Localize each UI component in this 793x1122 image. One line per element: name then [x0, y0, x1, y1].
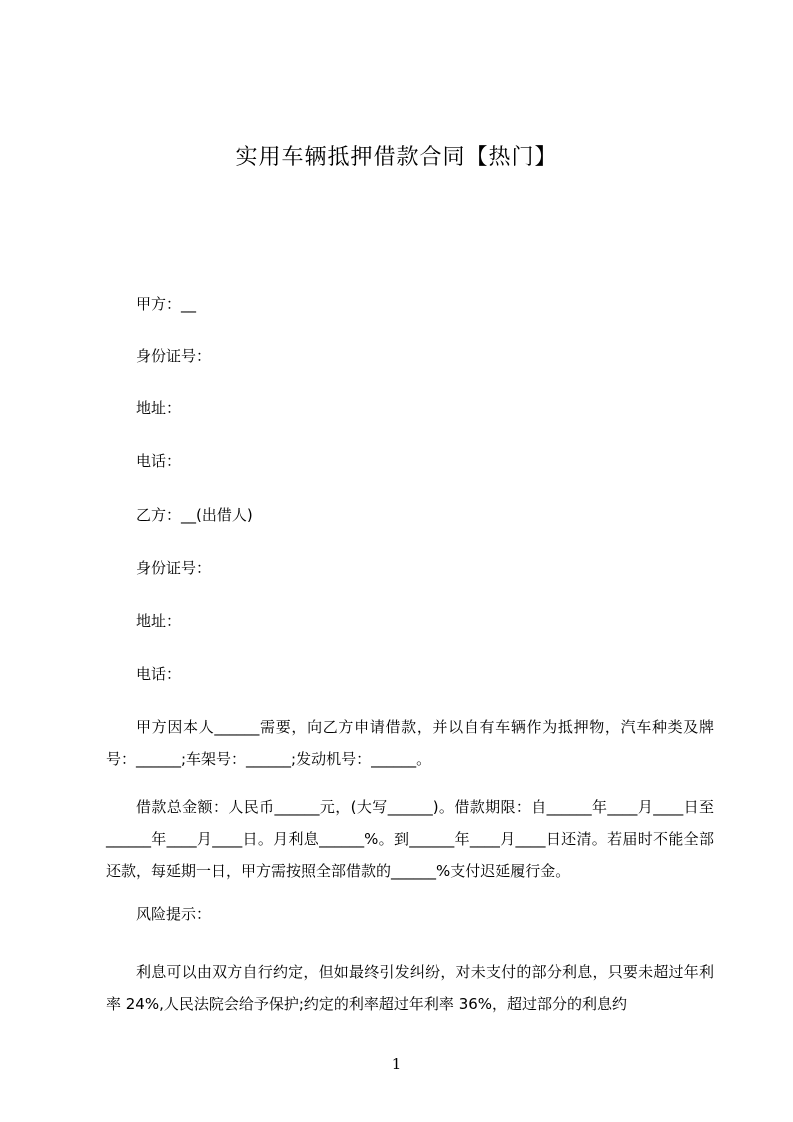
party-b-name: 乙方：__(出借人): [136, 506, 253, 524]
document-title: 实用车辆抵押借款合同【热门】: [235, 145, 558, 170]
loan-purpose-paragraph: 甲方因本人______需要，向乙方申请借款，并以自有车辆作为抵押物，汽车种类及牌号：______;车架号：______;发动机号：______。: [106, 718, 714, 768]
party-b-id-number: 身份证号：: [136, 559, 212, 577]
party-a-address: 地址：: [136, 399, 182, 417]
risk-notice-heading: 风险提示：: [136, 905, 212, 923]
party-b-phone: 电话：: [136, 665, 182, 683]
party-a-id-number: 身份证号：: [136, 347, 212, 365]
party-a-name: 甲方：__: [136, 295, 197, 313]
party-a-phone: 电话：: [136, 452, 182, 470]
loan-terms-paragraph: 借款总金额：人民币______元，(大写______)。借款期限：自______年____月____日至______年____月____日。月利息______%。到______年____月____日还清。若届时不能全部还款，每延期一日，甲方需按照全部借款的______%支付迟延履行金。: [106, 798, 714, 880]
party-b-address: 地址：: [136, 612, 182, 630]
interest-rate-paragraph: 利息可以由双方自行约定，但如最终引发纠纷，对未支付的部分利息，只要未超过年利率 24%,人民法院会给予保护;约定的利率超过年利率 36%，超过部分的利息约: [106, 963, 714, 1013]
page-number: 1: [391, 1055, 402, 1073]
